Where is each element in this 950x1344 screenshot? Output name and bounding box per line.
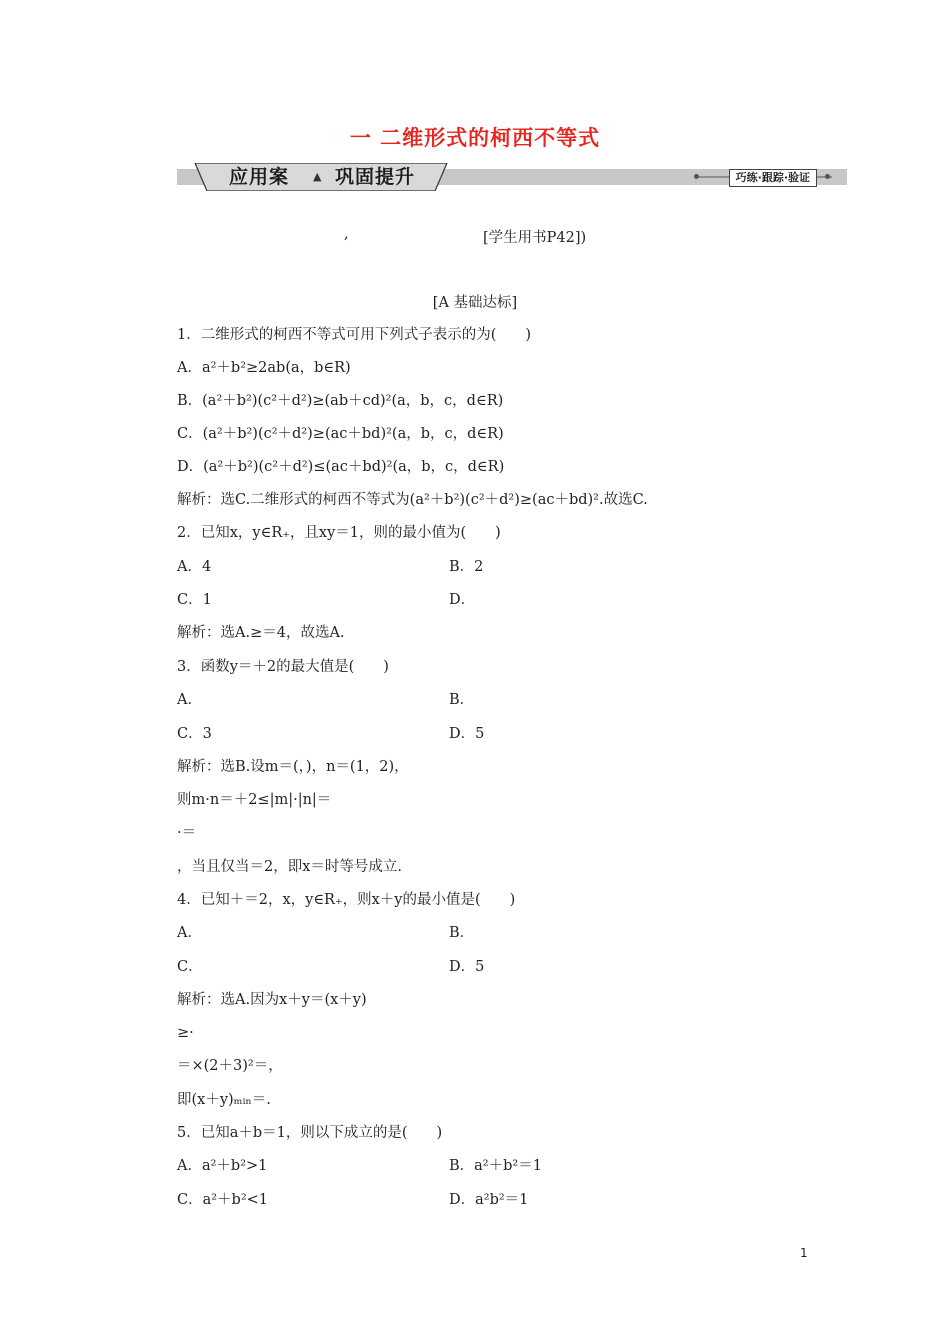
option-line: B．a²＋b²＝1 bbox=[449, 1158, 542, 1174]
solution-line: 则m·n＝＋2≤|m|·|n|＝ bbox=[177, 792, 332, 808]
banner-tag: 巧练·跟踪·验证 bbox=[729, 169, 817, 187]
option-line: A． bbox=[177, 692, 202, 708]
option-line: A．a²＋b²>1 bbox=[177, 1158, 268, 1174]
question-5: 5．已知a＋b＝1，则以下成立的是( ) bbox=[177, 1125, 443, 1141]
solution-line: ≥· bbox=[177, 1025, 194, 1041]
section-heading: [A 基础达标] bbox=[432, 295, 518, 311]
option-line: C．(a²＋b²)(c²＋d²)≥(ac＋bd)²(a，b，c，d∈R) bbox=[177, 426, 504, 442]
ref-comma: , bbox=[344, 226, 349, 242]
option-line: C．3 bbox=[177, 726, 212, 742]
page-number: 1 bbox=[800, 1246, 808, 1260]
option-line: C．a²＋b²<1 bbox=[177, 1192, 269, 1208]
book-reference: [学生用书P42]) bbox=[483, 230, 587, 246]
option-line: C．1 bbox=[177, 592, 212, 608]
page-title: 一 二维形式的柯西不等式 bbox=[349, 126, 601, 150]
option-line: A． bbox=[177, 925, 202, 941]
solution-line: 解析：选B.设m＝(，)，n＝(1，2)， bbox=[177, 759, 409, 775]
option-line: B．(a²＋b²)(c²＋d²)≥(ab＋cd)²(a，b，c，d∈R) bbox=[177, 393, 504, 409]
question-3: 3．函数y＝＋2的最大值是( ) bbox=[177, 659, 389, 675]
banner-main-text: 应用案 bbox=[229, 166, 290, 188]
solution-line: 即(x＋y)ₘᵢₙ＝. bbox=[177, 1092, 271, 1108]
option-line: D．5 bbox=[449, 726, 485, 742]
banner-sub-text: 巩固提升 bbox=[335, 166, 416, 188]
option-line: B． bbox=[449, 925, 475, 941]
triangle-icon: ▲ bbox=[313, 170, 322, 183]
option-line: D． bbox=[449, 592, 476, 608]
option-line: B．2 bbox=[449, 559, 484, 575]
section-banner bbox=[177, 163, 847, 191]
option-line: D．5 bbox=[449, 959, 485, 975]
option-line: D．(a²＋b²)(c²＋d²)≤(ac＋bd)²(a，b，c，d∈R) bbox=[177, 459, 505, 475]
question-2: 2．已知x，y∈R₊，且xy＝1，则的最小值为( ) bbox=[177, 525, 501, 541]
option-line: B． bbox=[449, 692, 475, 708]
dot-icon bbox=[694, 174, 699, 179]
solution-line: ，当且仅当＝2，即x＝时等号成立. bbox=[177, 859, 403, 875]
solution-line: 解析：选C.二维形式的柯西不等式为(a²＋b²)(c²＋d²)≥(ac＋bd)².故选C. bbox=[177, 492, 648, 508]
question-4: 4．已知＋＝2，x，y∈R₊，则x＋y的最小值是( ) bbox=[177, 892, 516, 908]
option-line: A．4 bbox=[177, 559, 212, 575]
option-line: D．a²b²＝1 bbox=[449, 1192, 529, 1208]
option-line: C． bbox=[177, 959, 203, 975]
question-1: 1．二维形式的柯西不等式可用下列式子表示的为( ) bbox=[177, 327, 532, 343]
solution-line: 解析：选A.因为x＋y＝(x＋y) bbox=[177, 992, 367, 1008]
solution-line: 解析：选A.≥＝4，故选A. bbox=[177, 625, 345, 641]
solution-line: ＝×(2＋3)²＝， bbox=[177, 1058, 283, 1074]
dot-icon bbox=[825, 174, 830, 179]
solution-line: ·＝ bbox=[177, 825, 197, 841]
option-line: A．a²＋b²≥2ab(a，b∈R) bbox=[177, 360, 351, 376]
